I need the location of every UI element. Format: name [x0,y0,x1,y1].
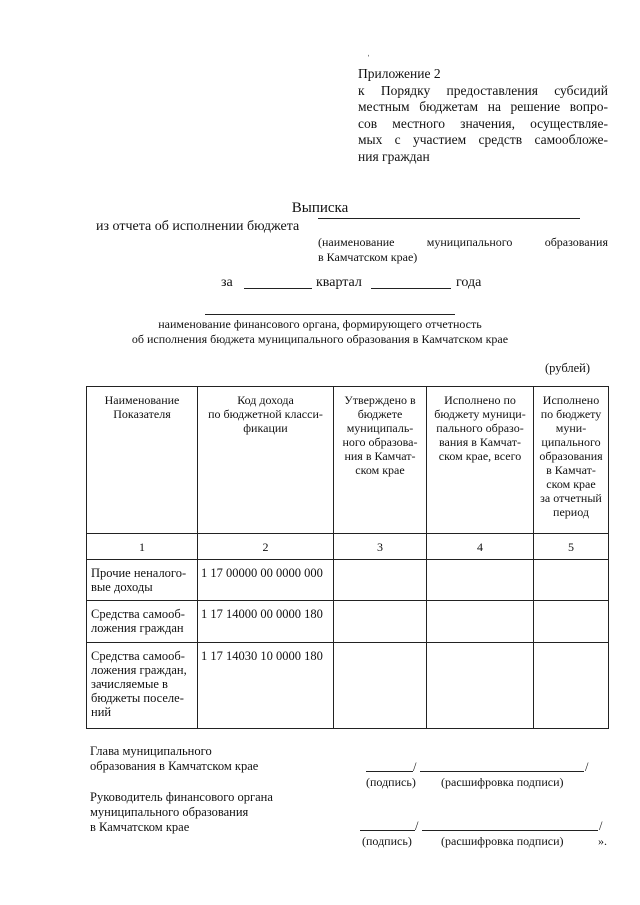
column-number: 3 [334,534,427,560]
fin-organ-fill-line[interactable] [205,314,455,315]
head-sign-caption: (подпись) [366,775,416,789]
row-executed-period-cell[interactable] [534,560,609,601]
annex-line: сов местного значения, осуществляе- [358,115,608,131]
table-header-row [87,387,609,534]
annex-line: мых с участием средств самообложе- [358,132,608,147]
period-prefix: за [221,275,233,290]
column-number: 4 [427,534,534,560]
row-name: Средства самооб- ложения граждан, зачисляемые в бюджеты поселе- ний [87,643,198,729]
period-year: года [456,275,482,290]
header-executed-total: Исполнено по бюджету муници- пального образо- вания в Камчат- ском крае, всего [427,387,534,534]
stray-mark: ˌ [367,46,371,57]
closing-quote-mark: ». [598,834,607,848]
slash-separator: / [413,760,417,774]
table-row [87,643,609,729]
quarter-fill-line[interactable] [244,288,312,289]
row-approved-cell[interactable] [334,601,427,643]
report-table [86,386,609,729]
head-decode-caption: (расшифровка подписи) [441,775,564,789]
table-row [87,560,609,601]
head-decode-line[interactable] [420,771,584,772]
document-title: Выписка [291,200,349,216]
row-code: 1 17 00000 00 0000 000 [198,560,334,601]
municipality-fill-line[interactable] [318,218,580,219]
column-number-row [87,534,609,560]
header-approved: Утверждено в бюджете муниципаль- ного образова- ния в Камчат- ском крае [334,387,427,534]
municipality-hint-word: муниципального [426,235,513,249]
header-executed-period: Исполнено по бюджету муни- ципального образования в Камчат- ском крае за отчетный период [534,387,609,534]
period-quarter: квартал [316,275,362,290]
row-name: Средства самооб- ложения граждан [87,601,198,643]
finance-sign-caption: (подпись) [362,834,412,848]
row-executed-total-cell[interactable] [427,560,534,601]
finance-decode-caption: (расшифровка подписи) [441,834,564,848]
municipality-hint-word: образования [544,235,608,249]
municipality-hint [318,235,608,265]
column-number: 1 [87,534,198,560]
row-executed-total-cell[interactable] [427,643,534,729]
annex-line: ния граждан [358,148,430,164]
slash-separator: / [599,819,603,833]
fin-organ-line2: об исполнения бюджета муниципального образования в Камчатском крае [131,332,509,346]
row-executed-period-cell[interactable] [534,601,609,643]
head-sign-line[interactable] [366,771,413,772]
header-income-code: Код дохода по бюджетной класси- фикации [198,387,334,534]
units-label: (рублей) [545,361,591,375]
row-name: Прочие неналого- вые доходы [87,560,198,601]
column-number: 2 [198,534,334,560]
row-code: 1 17 14030 10 0000 180 [198,643,334,729]
year-fill-line[interactable] [371,288,451,289]
annex-title: Приложение 2 [358,66,441,81]
annex-line: местным бюджетам на решение вопро- [358,99,608,114]
row-approved-cell[interactable] [334,560,427,601]
annex-block [358,66,608,165]
header-indicator: Наименование Показателя [87,387,198,534]
municipality-hint-word: (наименование [318,235,395,249]
finance-decode-line[interactable] [422,830,598,831]
column-number: 5 [534,534,609,560]
annex-line: к Порядку предоставления субсидий [358,82,608,98]
row-approved-cell[interactable] [334,643,427,729]
fin-organ-line1: наименование финансового органа, формирующего отчетность [158,317,482,331]
slash-separator: / [415,819,419,833]
municipality-hint-line2: в Камчатском крае) [318,250,418,264]
document-subtitle: из отчета об исполнении бюджета [96,219,300,234]
finance-sign-line[interactable] [360,830,415,831]
signature-role-head: Глава муниципального образования в Камчатском крае [90,744,259,773]
slash-separator: / [585,760,589,774]
row-code: 1 17 14000 00 0000 180 [198,601,334,643]
row-executed-total-cell[interactable] [427,601,534,643]
row-executed-period-cell[interactable] [534,643,609,729]
signature-role-finance: Руководитель финансового органа муниципального образования в Камчатском крае [90,790,273,834]
table-row [87,601,609,643]
